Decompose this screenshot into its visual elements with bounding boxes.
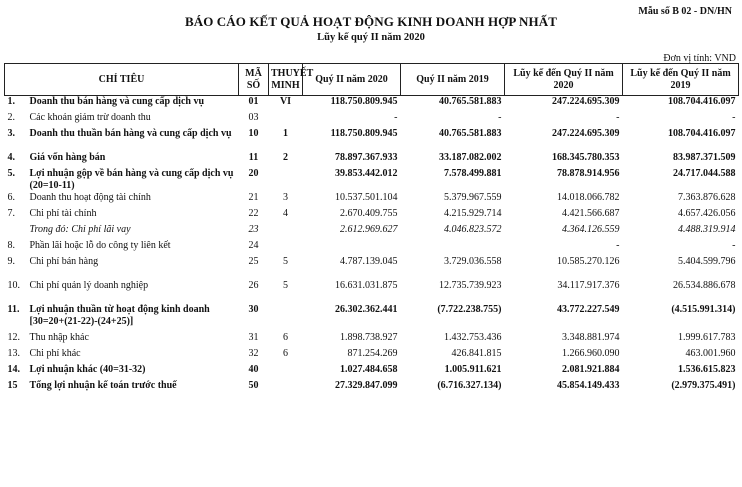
row-note: 5: [283, 255, 289, 267]
row-q2-2019: 1.005.911.621: [444, 363, 502, 375]
row-ytd-2020: -: [616, 239, 620, 251]
row-ytd-2019: 4.657.426.056: [678, 207, 736, 219]
row-q2-2019: (6.716.327.134): [437, 379, 502, 391]
form-number: Mẫu số B 02 - DN/HN: [638, 6, 732, 17]
row-ytd-2020: 34.117.917.376: [557, 279, 620, 291]
report-subtitle: Lũy kế quý II năm 2020: [317, 32, 425, 43]
row-ytd-2020: 10.585.270.126: [557, 255, 620, 267]
row-label: Chi phí khác: [29, 347, 81, 359]
table-row: [5, 256, 739, 280]
row-code: 50: [248, 379, 259, 391]
row-ytd-2019: 463.001.960: [685, 347, 736, 359]
row-ytd-2020: -: [616, 111, 620, 123]
row-q2-2020: -: [394, 111, 398, 123]
currency-unit: Đơn vị tính: VND: [663, 53, 736, 64]
row-code: 23: [248, 223, 259, 235]
row-code: 01: [248, 96, 259, 107]
row-q2-2020: [303, 240, 401, 256]
row-note: [269, 304, 303, 332]
row-label: Lợi nhuận khác (40=31-32): [29, 363, 146, 375]
row-note: VI: [279, 96, 292, 107]
table-row: [5, 332, 739, 348]
table-row: [5, 112, 739, 128]
row-index: 15: [7, 379, 18, 391]
row-ytd-2019: 108.704.416.097: [668, 127, 736, 139]
row-label: Lợi nhuận thuần từ hoạt động kinh doanh [30=20+(21-22)-(24+25)]: [29, 303, 210, 327]
row-ytd-2020: 247.224.695.309: [552, 127, 620, 139]
row-ytd-2019: 24.717.044.588: [673, 167, 736, 179]
row-ytd-2019: 26.534.886.678: [673, 279, 736, 291]
row-q2-2019: 426.841.815: [451, 347, 502, 359]
row-note: [269, 112, 303, 128]
row-index: 9.: [7, 255, 15, 267]
row-ytd-2019: 83.987.371.509: [673, 151, 736, 163]
row-q2-2020: 26.302.362.441: [335, 303, 398, 315]
row-ytd-2019: 108.704.416.097: [668, 96, 736, 107]
row-note: 1: [283, 127, 289, 139]
table-row: [5, 168, 739, 192]
row-q2-2019: 4.215.929.714: [444, 207, 502, 219]
row-q2-2020: 16.631.031.875: [335, 279, 398, 291]
row-note: 5: [283, 279, 289, 291]
table-row: [5, 152, 739, 168]
row-q2-2020: 871.254.269: [347, 347, 398, 359]
row-q2-2020: 118.750.809.945: [330, 127, 398, 139]
table-row: [5, 280, 739, 304]
row-ytd-2020: 168.345.780.353: [552, 151, 620, 163]
row-index: 14.: [7, 363, 20, 375]
row-q2-2019: 40.765.581.883: [439, 96, 502, 107]
row-index: 7.: [7, 207, 15, 219]
row-ytd-2019: 4.488.319.914: [678, 223, 736, 235]
row-q2-2020: 78.897.367.933: [335, 151, 398, 163]
row-note: 6: [283, 331, 289, 343]
row-code: 40: [248, 363, 259, 375]
row-code: 22: [248, 207, 259, 219]
row-label: Thu nhập khác: [29, 331, 89, 343]
row-ytd-2019: 1.999.617.783: [678, 331, 736, 343]
row-code: 11: [248, 151, 259, 163]
report-title: BÁO CÁO KẾT QUẢ HOẠT ĐỘNG KINH DOANH HỢP NHẤT: [184, 14, 558, 29]
table-row: [5, 364, 739, 380]
row-ytd-2020: 3.348.881.974: [562, 331, 620, 343]
row-q2-2019: 3.729.036.558: [444, 255, 502, 267]
row-code: 20: [248, 167, 259, 179]
row-ytd-2020: 78.878.914.956: [557, 167, 620, 179]
row-ytd-2020: 4.364.126.559: [562, 223, 620, 235]
table-row: [5, 348, 739, 364]
row-q2-2019: -: [498, 111, 502, 123]
row-index: 12.: [7, 331, 20, 343]
row-note: [269, 240, 303, 256]
table-row: [5, 240, 739, 256]
table-row: [5, 304, 739, 332]
row-code: 26: [248, 279, 259, 291]
row-ytd-2020: 1.266.960.090: [562, 347, 620, 359]
row-ytd-2020: 45.854.149.433: [557, 379, 620, 391]
row-ytd-2019: (4.515.991.314): [671, 303, 736, 315]
header-ytd-2019: Lũy kế đến Quý II năm 2019: [623, 64, 739, 96]
row-code: 30: [248, 303, 259, 315]
header-item: CHỈ TIÊU: [5, 64, 239, 96]
row-label: Tổng lợi nhuận kế toán trước thuế: [29, 379, 177, 391]
row-q2-2020: 1.027.484.658: [340, 363, 398, 375]
row-ytd-2019: 7.363.876.628: [678, 191, 736, 203]
row-q2-2019: 12.735.739.923: [439, 279, 502, 291]
row-index: [5, 224, 27, 240]
row-label: Doanh thu thuần bán hàng và cung cấp dịch vụ: [29, 127, 232, 139]
row-label: Chi phí bán hàng: [29, 255, 99, 267]
header-code: MÃ SỐ: [239, 64, 269, 96]
row-note: [269, 224, 303, 240]
row-ytd-2020: 43.772.227.549: [557, 303, 620, 315]
row-index: 3.: [7, 127, 15, 139]
row-q2-2020: 27.329.847.099: [335, 379, 398, 391]
row-q2-2019: 40.765.581.883: [439, 127, 502, 139]
row-ytd-2019: -: [732, 111, 736, 123]
row-index: 11.: [7, 303, 20, 315]
row-note: [269, 364, 303, 380]
row-q2-2019: 4.046.823.572: [444, 223, 502, 235]
row-q2-2020: 1.898.738.927: [340, 331, 398, 343]
row-note: 6: [283, 347, 289, 359]
row-label: Lợi nhuận gộp về bán hàng và cung cấp dịch vụ (20=10-11): [29, 167, 234, 191]
row-q2-2020: 10.537.501.104: [335, 191, 398, 203]
row-index: 8.: [7, 239, 15, 251]
row-ytd-2019: 1.536.615.823: [678, 363, 736, 375]
row-ytd-2020: 4.421.566.687: [562, 207, 620, 219]
row-code: 21: [248, 191, 259, 203]
header-ytd-2020: Lũy kế đến Quý II năm 2020: [505, 64, 623, 96]
row-index: 5.: [7, 167, 15, 179]
row-note: 3: [283, 191, 289, 203]
row-q2-2019: 1.432.753.436: [444, 331, 502, 343]
row-label: Giá vốn hàng bán: [29, 151, 106, 163]
row-q2-2019: [401, 240, 505, 256]
row-ytd-2019: 5.404.599.796: [678, 255, 736, 267]
row-index: 2.: [7, 111, 15, 123]
row-ytd-2020: 247.224.695.309: [552, 96, 620, 107]
income-statement-table: [4, 63, 739, 396]
table-row: [5, 208, 739, 224]
row-q2-2019: 7.578.499.881: [444, 167, 502, 179]
table-row: [5, 192, 739, 208]
row-code: 03: [248, 111, 259, 123]
row-label: Doanh thu hoạt động tài chính: [29, 191, 151, 203]
row-ytd-2019: (2.979.375.491): [671, 379, 736, 391]
row-index: 10.: [7, 279, 20, 291]
row-ytd-2020: 2.081.921.884: [562, 363, 620, 375]
row-note: [269, 168, 303, 192]
table-row: [5, 224, 739, 240]
row-code: 32: [248, 347, 259, 359]
row-index: 13.: [7, 347, 20, 359]
row-code: 31: [248, 331, 259, 343]
row-code: 10: [248, 127, 259, 139]
row-note: 2: [283, 151, 289, 163]
row-q2-2019: (7.722.238.755): [437, 303, 502, 315]
row-note: 4: [283, 207, 289, 219]
row-index: 4.: [7, 151, 15, 163]
row-q2-2020: 2.612.969.627: [340, 223, 398, 235]
table-row: [5, 96, 739, 112]
row-ytd-2020: 14.018.066.782: [557, 191, 620, 203]
table-row: [5, 380, 739, 396]
table-row: [5, 128, 739, 152]
row-ytd-2019: -: [732, 239, 736, 251]
row-label: Trong đó: Chi phí lãi vay: [29, 223, 131, 235]
row-label: Chi phí tài chính: [29, 207, 97, 219]
row-q2-2020: 4.787.139.045: [340, 255, 398, 267]
header-q2-2019: Quý II năm 2019: [401, 64, 505, 96]
row-index: 6.: [7, 191, 15, 203]
row-q2-2019: 33.187.082.002: [439, 151, 502, 163]
row-q2-2020: 39.853.442.012: [335, 167, 398, 179]
row-label: Phần lãi hoặc lỗ do công ty liên kết: [29, 239, 171, 251]
row-code: 24: [248, 239, 259, 251]
header-note: THUYẾT MINH: [269, 64, 303, 96]
header-q2-2020: Quý II năm 2020: [303, 64, 401, 96]
row-label: Doanh thu bán hàng và cung cấp dịch vụ: [29, 96, 205, 107]
row-q2-2020: 118.750.809.945: [330, 96, 398, 107]
row-q2-2020: 2.670.409.755: [340, 207, 398, 219]
row-label: Chi phí quản lý doanh nghiệp: [29, 279, 149, 291]
row-index: 1.: [7, 96, 15, 107]
row-code: 25: [248, 255, 259, 267]
row-q2-2019: 5.379.967.559: [444, 191, 502, 203]
row-label: Các khoản giảm trừ doanh thu: [29, 111, 151, 123]
row-note: [269, 380, 303, 396]
